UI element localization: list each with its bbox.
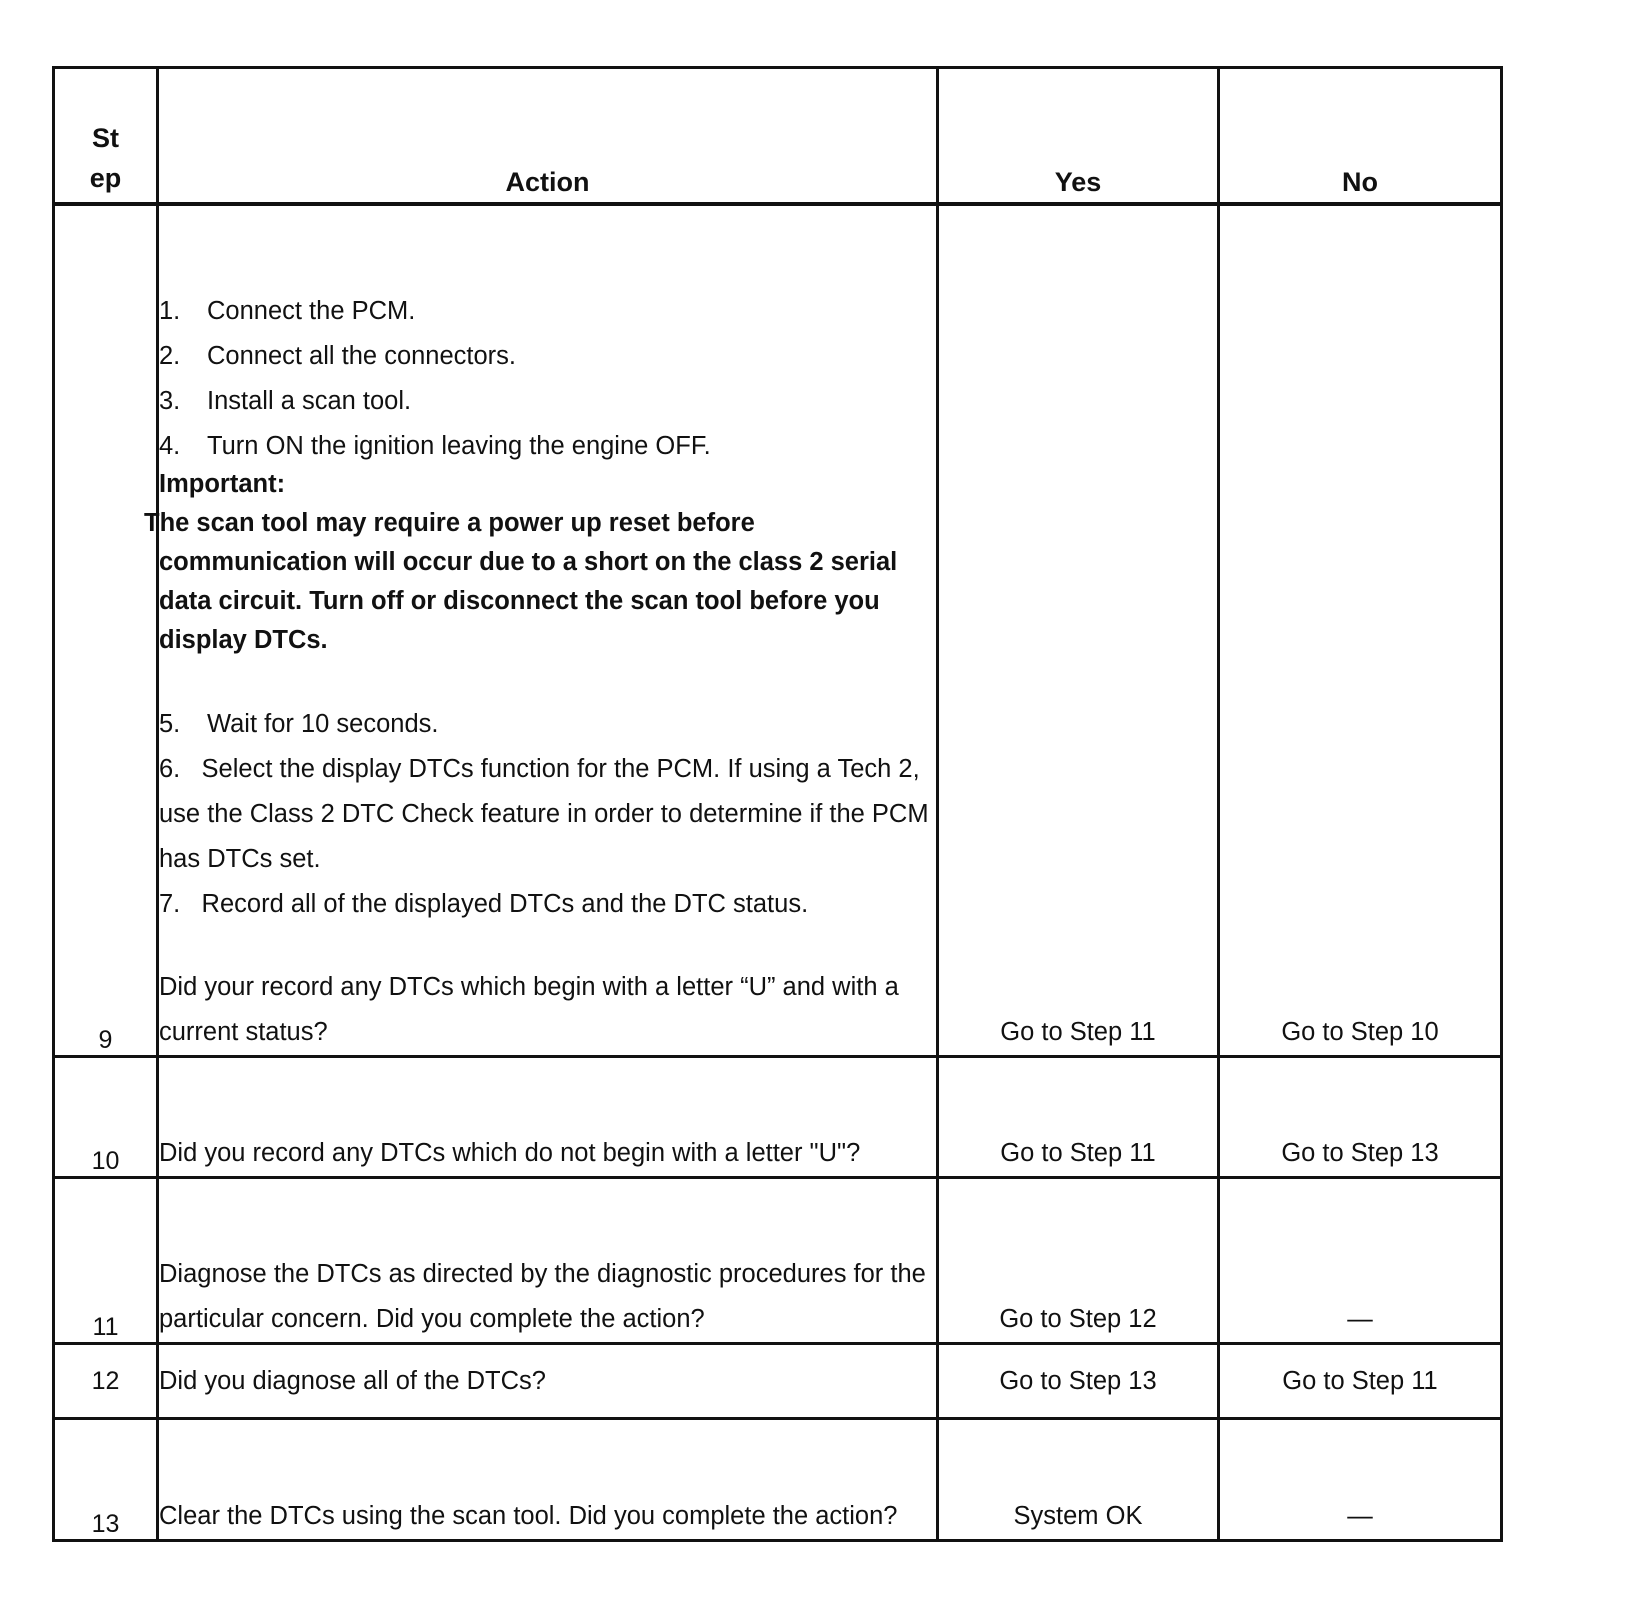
yes-cell: Go to Step 11 xyxy=(938,204,1219,1057)
table-row-step-11 xyxy=(54,1178,1502,1344)
header-no: No xyxy=(1219,68,1502,204)
step-number: 12 xyxy=(54,1344,158,1419)
diagnostic-table xyxy=(52,66,1503,1542)
action-cell: Did you diagnose all of the DTCs? xyxy=(158,1344,938,1419)
yes-cell: Go to Step 12 xyxy=(938,1178,1219,1344)
action-question: Did your record any DTCs which begin with a letter “U” and with a current status? xyxy=(159,973,899,1046)
action-cell xyxy=(144,204,938,1057)
action-item: 7. Record all of the displayed DTCs and the DTC status. xyxy=(159,890,809,918)
step-number: 9 xyxy=(54,204,158,1057)
header-step xyxy=(54,68,158,204)
no-cell: Go to Step 10 xyxy=(1219,204,1502,1057)
important-text: The scan tool may require a power up reset before communication will occur due to a short on the class 2 serial data circuit. Turn off or disconnect the scan tool before you display DTCs. xyxy=(144,509,898,654)
no-cell: — xyxy=(1219,1419,1502,1541)
table-row-step-10 xyxy=(54,1057,1502,1178)
important-note xyxy=(144,465,936,660)
table-row-step-9 xyxy=(54,204,1502,1057)
step-number: 11 xyxy=(54,1178,158,1344)
action-item: 3. Install a scan tool. xyxy=(159,387,412,415)
header-step-line2: ep xyxy=(89,162,122,193)
no-cell: Go to Step 11 xyxy=(1219,1344,1502,1419)
table-row-step-13 xyxy=(54,1419,1502,1541)
important-label: Important: xyxy=(159,470,286,498)
action-cell: Clear the DTCs using the scan tool. Did you complete the action? xyxy=(158,1419,938,1541)
no-cell: — xyxy=(1219,1178,1502,1344)
action-item: 6. Select the display DTCs function for the PCM. If using a Tech 2, use the Class 2 DTC Check feature in order to determine if the PCM has DTCs set. xyxy=(159,755,929,873)
no-cell: Go to Step 13 xyxy=(1219,1057,1502,1178)
step-number: 10 xyxy=(54,1057,158,1178)
action-cell: Diagnose the DTCs as directed by the diagnostic procedures for the particular concern. Did you complete the action? xyxy=(158,1178,938,1344)
header-action: Action xyxy=(158,68,938,204)
header-step-line1: St xyxy=(92,122,119,153)
action-item: 5. Wait for 10 seconds. xyxy=(159,710,439,738)
action-item: 4. Turn ON the ignition leaving the engine OFF. xyxy=(159,432,711,460)
yes-cell: System OK xyxy=(938,1419,1219,1541)
table-header-row xyxy=(54,68,1502,204)
table-row-step-12 xyxy=(54,1344,1502,1419)
yes-cell: Go to Step 13 xyxy=(938,1344,1219,1419)
action-item: 2. Connect all the connectors. xyxy=(159,342,517,370)
yes-cell: Go to Step 11 xyxy=(938,1057,1219,1178)
action-item: 1. Connect the PCM. xyxy=(159,297,416,325)
header-yes: Yes xyxy=(938,68,1219,204)
action-cell: Did you record any DTCs which do not begin with a letter "U"? xyxy=(158,1057,938,1178)
step-number: 13 xyxy=(54,1419,158,1541)
